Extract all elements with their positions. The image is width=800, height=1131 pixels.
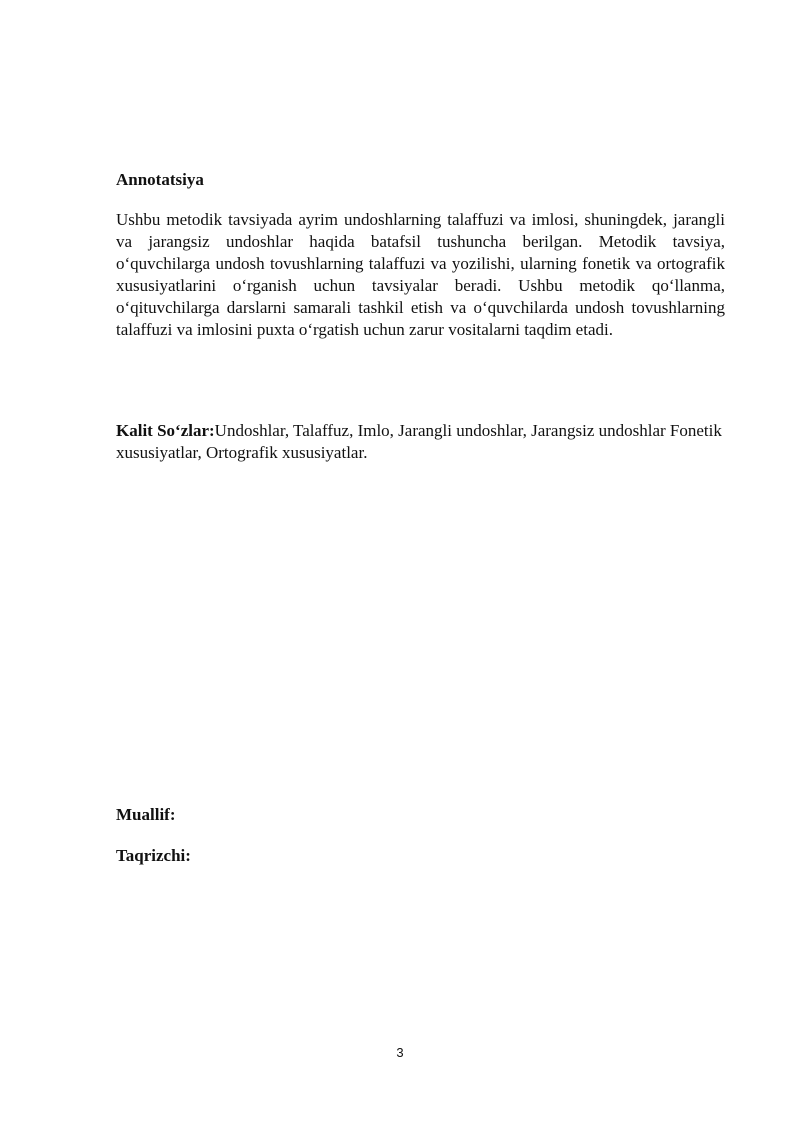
page-number: 3 (396, 1045, 404, 1060)
keywords-paragraph (116, 420, 728, 464)
reviewer-label: Taqrizchi: (116, 846, 191, 865)
annotation-body: Ushbu metodik tavsiyada ayrim undoshlarning talaffuzi va imlosi, shuningdek, jarangli va jarangsiz undoshlar haqida batafsil tushuncha berilgan. Metodik tavsiya, o‘quvchilarga undosh tovushlarning talaffuzi va yozilishi, ularning fonetik va ortografik xususiyatlarini o‘rganish uchun tavsiyalar beradi. Ushbu metodik qo‘llanma, o‘qituvchilarga darslarni samarali tashkil etish va o‘quvchilarda undosh tovushlarning talaffuzi va imlosini puxta o‘rgatish uchun zarur vositalarni taqdim etadi. (116, 210, 725, 339)
keywords-label: Kalit So‘zlar: (116, 421, 215, 440)
annotation-heading: Annotatsiya (116, 170, 204, 189)
author-label: Muallif: (116, 805, 176, 824)
keywords-text: Undoshlar, Talaffuz, Imlo, Jarangli undoshlar, Jarangsiz undoshlar Fonetik xususiyatlar, Ortografik xususiyatlar. (116, 421, 722, 462)
